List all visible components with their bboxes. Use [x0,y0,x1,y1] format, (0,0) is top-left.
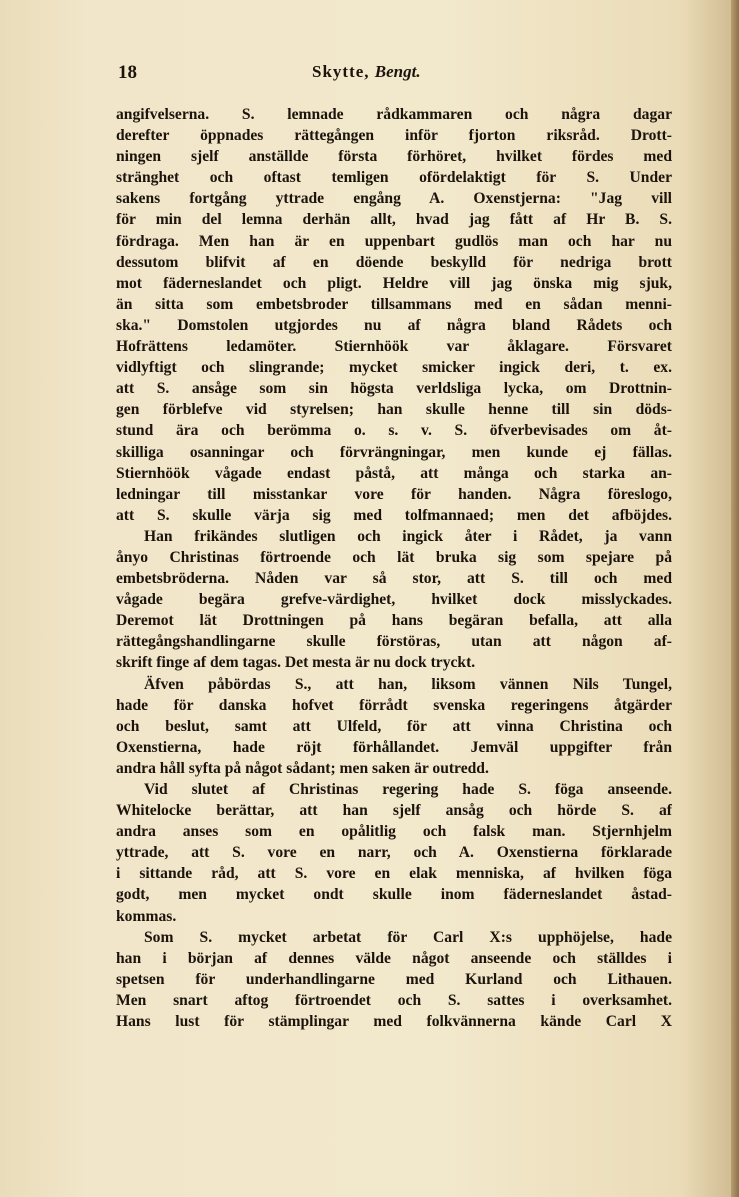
page-number: 18 [118,62,137,83]
text-line: Hans lust för stämplingar med folkvännerna kände Carl X [116,1013,672,1031]
text-line: stund ära och berömma o. s. v. S. öfverbevisades om åt- [116,422,672,440]
text-line: Som S. mycket arbetat för Carl X:s upphöjelse, hade [144,928,672,946]
text-line: andra anses som en opålitlig och falsk man. Stjernhjelm [116,823,672,841]
text-line: rättegångshandlingarne skulle förstöras, utan att någon af- [116,633,672,651]
text-line: embetsbröderna. Nåden var så stor, att S. till och med [116,570,672,588]
text-line: fördraga. Men han är en uppenbart gudlös man och har nu [116,232,672,250]
body-text [116,104,672,1032]
text-line: mot fäderneslandet och pligt. Heldre vill jag önska mig sjuk, [116,274,672,292]
text-line: stränghet och oftast temligen ofördelaktigt för S. Under [116,169,672,187]
text-line: andra håll syfta på något sådant; men saken är outredd. [116,759,489,777]
text-line: sakens fortgång yttrade engång A. Oxenstjerna: "Jag vill [116,190,672,208]
text-line: Oxenstierna, hade röjt förhållandet. Jemväl uppgifter från [116,738,672,756]
text-line: Vid slutet af Christinas regering hade S. föga anseende. [144,781,672,798]
text-line: i sittande råd, att S. vore en elak menniska, af hvilken föga [116,865,672,883]
page-edge [731,0,739,1197]
text-line: Han frikändes slutligen och ingick åter i Rådet, ja vann [144,527,672,545]
text-line: han i början af dennes välde något anseende och ställdes i [116,949,672,967]
text-line: att S. ansåge som sin högsta verldsliga lycka, om Drottnin- [116,380,672,398]
text-line: Hofrättens ledamöter. Stiernhöök var åklagare. Försvaret [116,338,672,356]
text-line: vågade begära grefve-värdighet, hvilket dock misslyckades. [116,591,672,609]
text-line: Men snart aftog förtroendet och S. sattes i overksamhet. [116,991,672,1009]
text-line: skrift finge af dem tagas. Det mesta är nu dock tryckt. [116,654,476,672]
text-line: ånyo Christinas förtroende och lät bruka sig som spejare på [116,548,672,566]
text-line: angifvelserna. S. lemnade rådkammaren och några dagar [116,106,672,123]
text-line: Äfven påbördas S., att han, liksom vännen Nils Tungel, [144,675,672,693]
text-line: godt, men mycket ondt skulle inom fäderneslandet åstad- [116,886,672,904]
text-line: ska." Domstolen utgjordes nu af några bland Rådets och [116,316,672,334]
text-line: ledningar till misstankar vore för handen. Några föreslogo, [116,485,672,503]
running-head-given-name: Bengt. [374,62,421,81]
text-line: att S. skulle värja sig med tolfmannaed; men det afböjdes. [116,506,672,524]
text-line: Stiernhöök vågade endast påstå, att många och starka an- [116,464,672,482]
text-line: spetsen för underhandlingarne med Kurland och Lithauen. [116,970,672,988]
text-line: Deremot lät Drottningen på hans begäran befalla, att alla [116,612,672,630]
page-header [118,60,678,90]
text-line: ningen sjelf anställde första förhöret, hvilket fördes med [116,148,672,166]
text-line: vidlyftigt och slingrande; mycket smicker ingick deri, t. ex. [116,359,672,377]
text-line: än sitta som embetsbroder tillsammans med en sådan menni- [116,295,672,313]
text-line: för min del lemna derhän allt, hvad jag fått af Hr B. S. [116,211,672,229]
text-line: yttrade, att S. vore en narr, och A. Oxenstierna förklarade [116,844,672,862]
text-line: skilliga osanningar och förvrängningar, men kunde ej fällas. [116,443,672,461]
text-line: derefter öppnades rättegången inför fjorton riksråd. Drott- [116,127,672,145]
running-head [312,62,421,82]
text-line: hade för danska hofvet förrådt svenska regeringens åtgärder [116,696,672,714]
running-head-name: Skytte, [312,62,370,81]
text-line: kommas. [116,907,177,925]
text-line: och beslut, samt att Ulfeld, för att vinna Christina och [116,717,672,735]
text-line: dessutom blifvit af en döende beskylld för nedriga brott [116,253,672,271]
text-line: Whitelocke berättar, att han sjelf ansåg och hörde S. af [116,802,672,820]
text-line: gen förblefve vid styrelsen; han skulle henne till sin döds- [116,401,672,419]
